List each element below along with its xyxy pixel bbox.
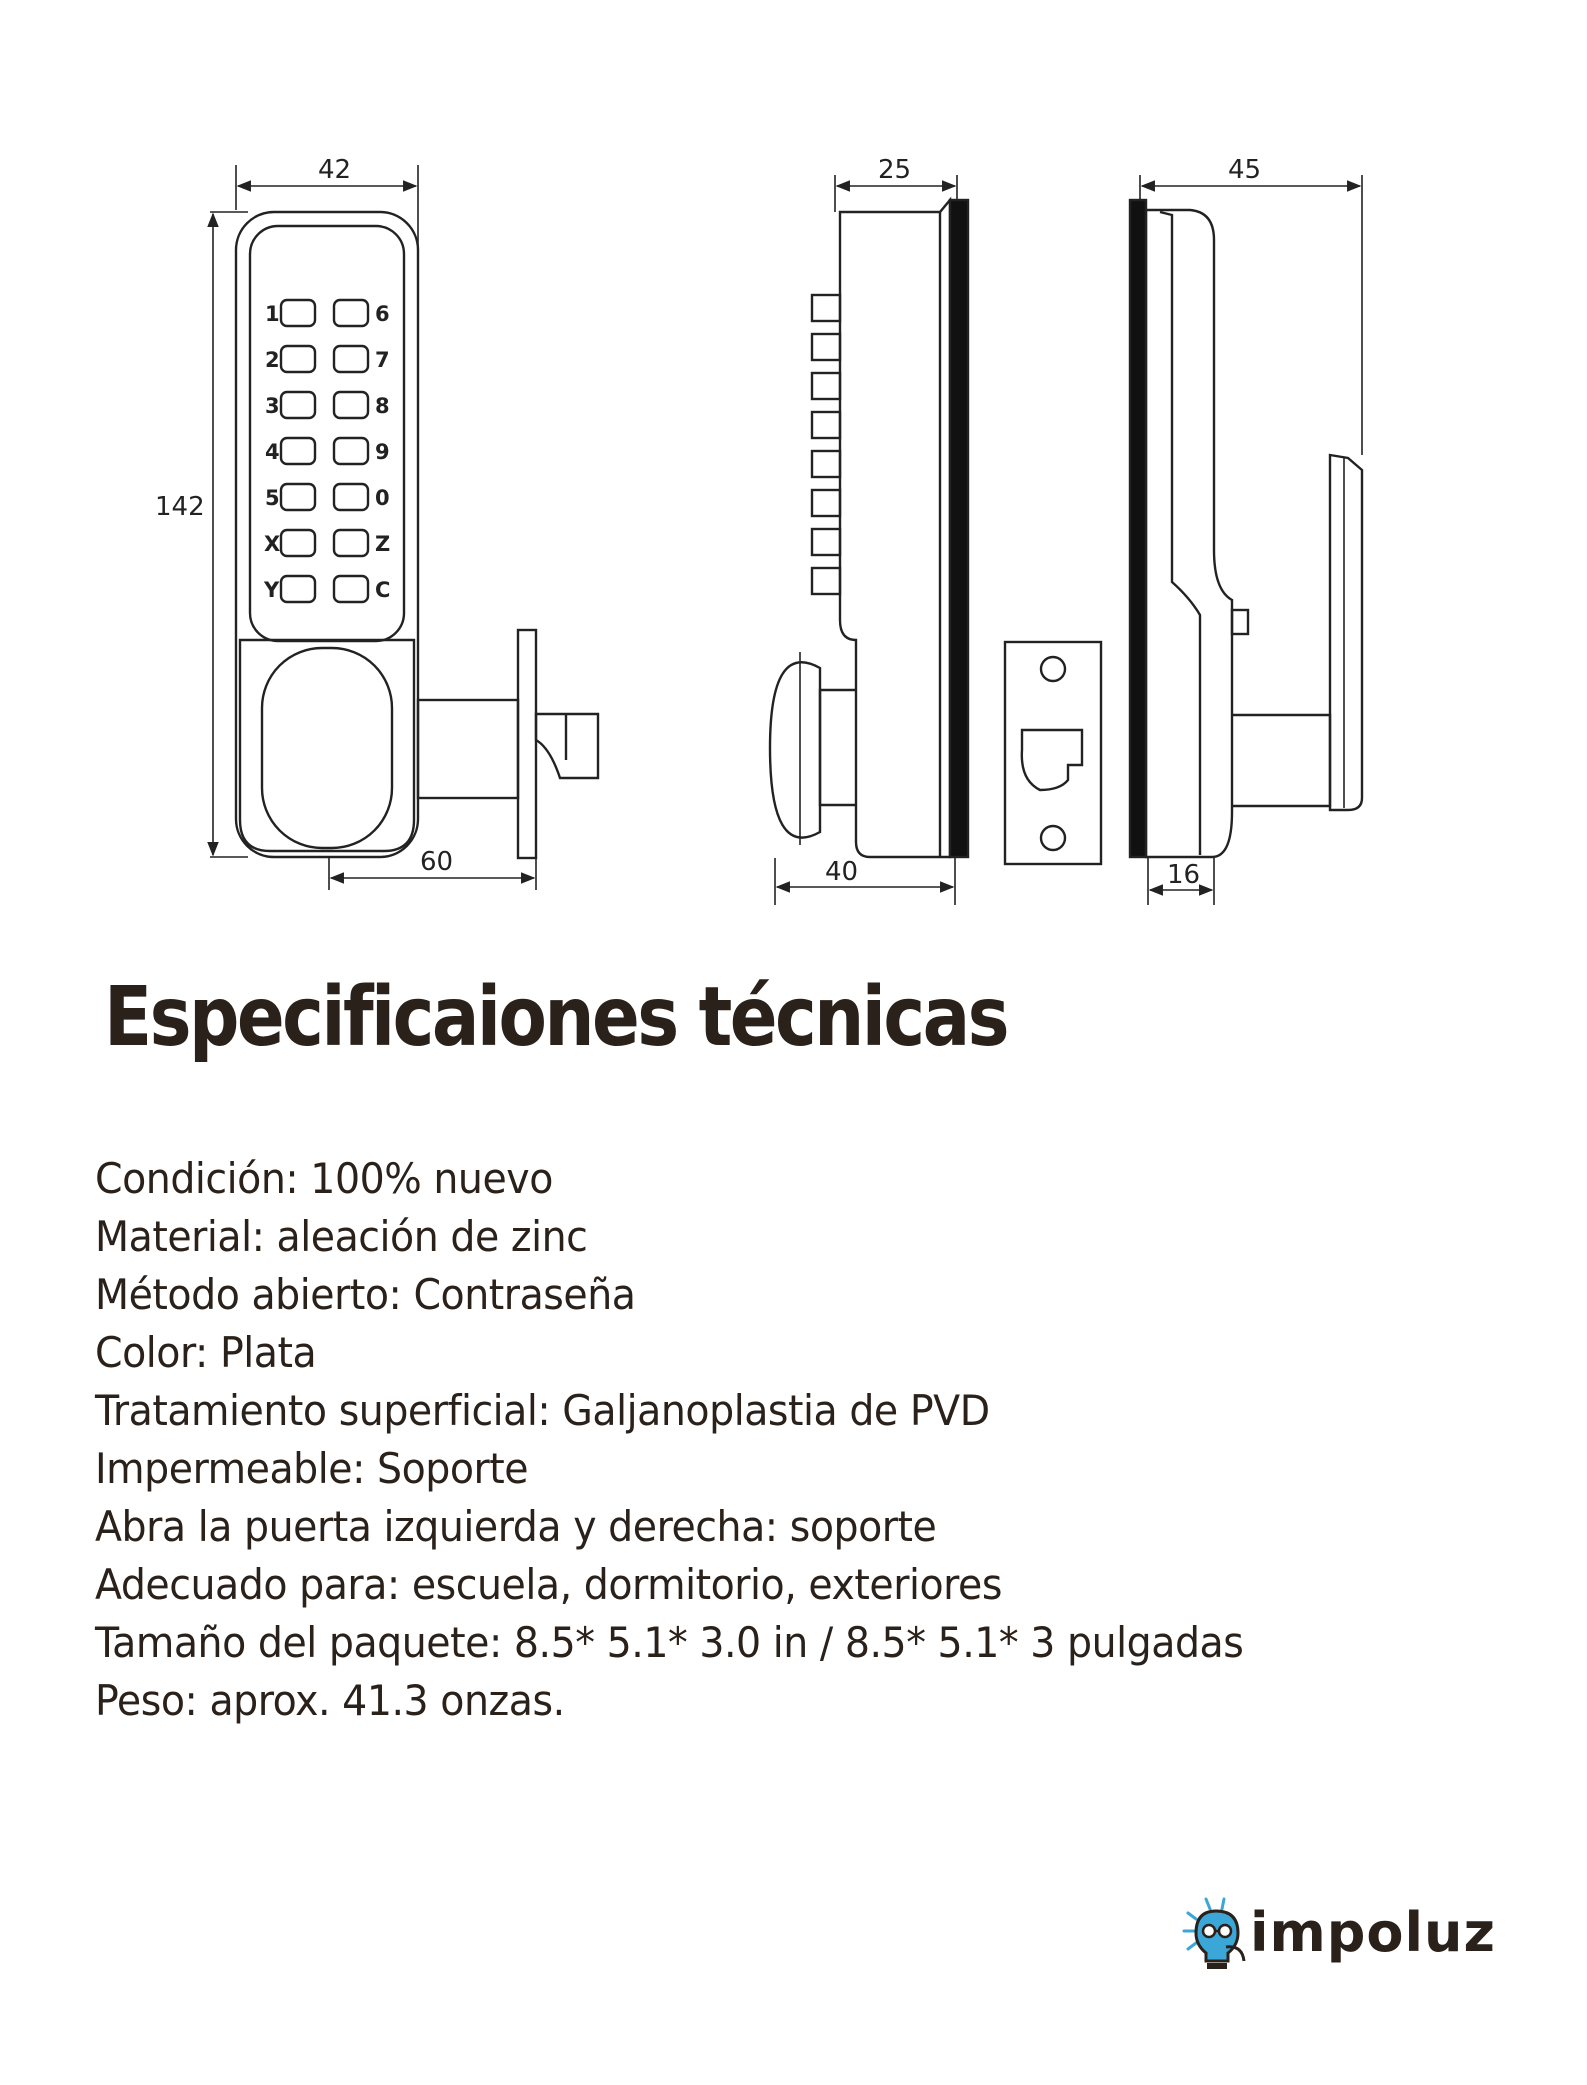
key-label: X <box>264 532 281 556</box>
spec-item: Material: aleación de zinc <box>95 1212 588 1261</box>
spec-item: Color: Plata <box>95 1328 317 1377</box>
key-label: 4 <box>265 440 280 464</box>
spec-item: Abra la puerta izquierda y derecha: soporte <box>95 1502 937 1551</box>
page-title: Especificaiones técnicas <box>104 970 1008 1065</box>
dim-height-label: 142 <box>155 492 205 522</box>
strike-plate <box>1005 642 1101 864</box>
key-label: 3 <box>265 394 280 418</box>
brand-logo <box>1180 1895 1496 1985</box>
key-label: 7 <box>375 348 390 372</box>
keypad-right <box>334 300 368 602</box>
key-label: 6 <box>375 302 390 326</box>
key-label: 0 <box>375 486 390 510</box>
key-label: C <box>375 578 391 602</box>
key-label: 8 <box>375 394 390 418</box>
dim-side-top-label: 25 <box>878 155 912 185</box>
key-labels-left <box>263 302 280 602</box>
key-label: Y <box>264 578 280 602</box>
rear-view <box>1130 175 1362 905</box>
keypad-left <box>281 300 315 602</box>
spec-item: Tratamiento superficial: Galjanoplastia de PVD <box>95 1386 990 1435</box>
spec-item: Tamaño del paquete: 8.5* 5.1* 3.0 in / 8.5* 5.1* 3 pulgadas <box>95 1618 1244 1667</box>
dim-side-bottom-label: 40 <box>825 857 859 887</box>
spec-list <box>95 1150 1317 1730</box>
spec-item: Impermeable: Soporte <box>95 1444 529 1493</box>
front-view <box>210 165 598 890</box>
spec-item: Adecuado para: escuela, dormitorio, exteriores <box>95 1560 1002 1609</box>
brand-name: impoluz <box>1250 1901 1496 1964</box>
spec-item: Método abierto: Contraseña <box>95 1270 636 1319</box>
key-label: 9 <box>375 440 390 464</box>
key-label: 5 <box>265 486 280 510</box>
dim-rear-thickness-label: 16 <box>1167 860 1201 890</box>
key-label: Z <box>375 532 391 556</box>
spec-item: Condición: 100% nuevo <box>95 1154 553 1203</box>
dim-backset-label: 60 <box>420 847 454 877</box>
key-label: 1 <box>265 302 280 326</box>
dim-width-label: 42 <box>318 155 352 185</box>
lock-technical-drawing <box>0 0 1587 960</box>
lightbulb-logo-icon <box>1180 1895 1250 1975</box>
key-label: 2 <box>265 348 280 372</box>
key-labels-right <box>375 302 390 602</box>
side-view <box>770 175 968 905</box>
dim-rear-width-label: 45 <box>1228 155 1262 185</box>
spec-item: Peso: aprox. 41.3 onzas. <box>95 1676 565 1725</box>
